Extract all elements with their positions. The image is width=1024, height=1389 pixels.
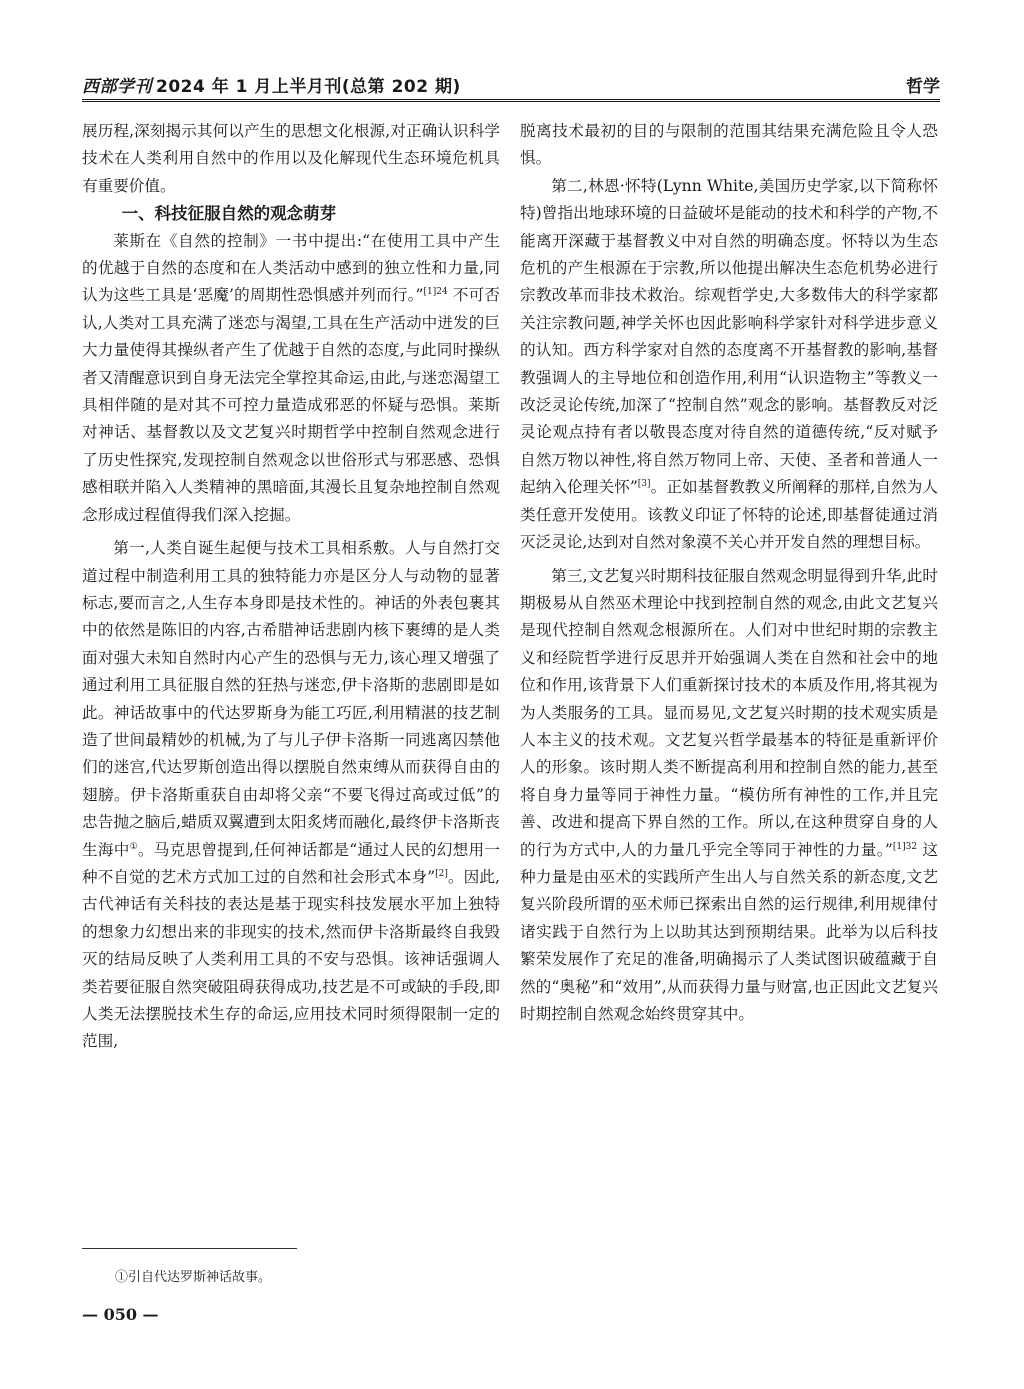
citation: [2]	[435, 868, 448, 879]
citation: [1]32	[892, 841, 918, 852]
paragraph-text: 第二,林恩·怀特(Lynn White,美国历史学家,以下简称怀特)曾指出地球环境的日益破坏是能动的技术和科学的产物,不能离开深藏于基督教义中对自然的明确态度。怀特以为生态危机的产生根源在于宗教,所以他提出解决生态危机势必进行宗教改革而非技术救治。综观哲学史,大多数伟大的科学家都关注宗教问题,神学关怀也因此影响科学家针对科学进步意义的认知。西方科学家对自然的态度离不开基督教的影响,基督教强调人的主导地位和创造作用,利用“认识造物主”等教义一改泛灵论传统,加深了“控制自然”观念的影响。基督教反对泛灵论观点持有者以敬畏态度对待自然的道德传统,“反对赋予自然万物以神性,将自然万物同上帝、天使、圣者和普通人一起纳入伦理关怀”	[520, 176, 938, 497]
paragraph-text: 。因此,古代神话有关科技的表达是基于现实科技发展水平加上独特的想象力幻想出来的非现实的技术,然而伊卡洛斯最终自我毁灭的结局反映了人类利用工具的不安与恐惧。该神话强调人类若要征服自然突破阻碍获得成功,技艺是不可或缺的手段,即人类无法摆脱技术生存的命运,应用技术同时须得限制一定的范围,	[82, 867, 500, 1051]
header-rule	[82, 99, 940, 102]
paragraph	[82, 535, 500, 1056]
paragraph-text: 。正如基督教教义所阐释的那样,自然为人类任意开发使用。该教义印证了怀特的论述,即基督徒通过消灭泛灵论,达到对自然对象漠不关心并开发自然的理想目标。	[520, 478, 938, 552]
paragraph: 脱离技术最初的目的与限制的范围其结果充满危险且令人恐惧。	[520, 122, 938, 168]
running-header	[82, 70, 940, 100]
paragraph	[520, 563, 938, 1029]
paragraph-text: 第三,文艺复兴时期科技征服自然观念明显得到升华,此时期极易从自然巫术理论中找到控制自然的观念,由此文艺复兴是现代控制自然观念根源所在。人们对中世纪时期的宗教主义和经院哲学进行反思并开始强调人类在自然和社会中的地位和作用,该背景下人们重新探讨技术的本质及作用,将其视为为人类服务的工具。显而易见,文艺复兴时期的技术观实质是人本主义的技术观。文艺复兴哲学最基本的特征是重新评价人的形象。该时期人类不断提高利用和控制自然的能力,甚至将自身力量等同于神性力量。“模仿所有神性的工作,并且完善、改进和提高下界自然的工作。所以,在这种贯穿自身的人的行为方式中,人的力量几乎完全等同于神性的力量。”	[520, 566, 938, 859]
footnote-rule	[82, 1248, 297, 1249]
section-label: 哲学	[906, 77, 940, 97]
page-number: — 050 —	[82, 1305, 159, 1324]
footnote-marker: ①	[129, 841, 138, 852]
journal-logo: 西部学刊	[82, 77, 152, 97]
paragraph	[82, 228, 500, 529]
paragraph: 展历程,深刻揭示其何以产生的思想文化根源,对正确认识科学技术在人类利用自然中的作用以及化解现代生态环境危机具有重要价值。	[82, 122, 500, 195]
paragraph-text: 不可否认,人类对工具充满了迷恋与渴望,工具在生产活动中迸发的巨大力量使得其操纵者产生了优越于自然的态度,与此同时操纵者又清醒意识到自身无法完全掌控其命运,由此,与迷恋渴望工具相伴随的是对其不可控力量造成邪恶的怀疑与恐惧。莱斯对神话、基督教以及文艺复兴时期哲学中控制自然观念进行了历史性探究,发现控制自然观念以世俗形式与邪恶感、恐惧感相联并陷入人类精神的黑暗面,其漫长且复杂地控制自然观念形成过程值得我们深入挖掘。	[82, 286, 500, 524]
issue-info: 2024 年 1 月上半月刊(总第 202 期)	[156, 77, 461, 97]
citation: [1]24	[423, 287, 448, 298]
left-column	[82, 118, 500, 1056]
footnote: ①引自代达罗斯神话故事。	[115, 1270, 272, 1285]
right-column	[520, 118, 938, 1028]
paragraph-text: 第一,人类自诞生起便与技术工具相系敷。人与自然打交道过程中制造利用工具的独特能力亦是区分人与动物的显著标志,要而言之,人生存本身即是技术性的。神话的外表包裹其中的依然是陈旧的内容,古希腊神话悲剧内核下裹缚的是人类面对强大未知自然时内心产生的恐惧与无力,该心理又增强了通过利用工具征服自然的狂热与迷恋,伊卡洛斯的悲剧即是如此。神话故事中的代达罗斯身为能工巧匠,利用精湛的技艺制造了世间最精妙的机械,为了与儿子伊卡洛斯一同逃离囚禁他们的迷宫,代达罗斯创造出得以摆脱自然束缚从而获得自由的翅膀。伊卡洛斯重获自由却将父亲“不要飞得过高或过低”的忠告抛之脑后,蜡质双翼遭到太阳炙烤而融化,最终伊卡洛斯丧生海中	[82, 539, 500, 859]
paragraph-text: 。马克思曾提到,任何神话都是“通过人民的幻想用一种不自觉的艺术方式加工过的自然和社会形式本身”	[82, 840, 500, 886]
paragraph-text: 这种力量是由巫术的实践所产生出人与自然关系的新态度,文艺复兴阶段所谓的巫术师已探索出自然的运行规律,利用规律付诸实践于自然行为上以助其达到预期结果。此举为以后科技繁荣发展作了充足的准备,明确揭示了人类试图识破蕴藏于自然的“奥秘”和“效用”,从而获得力量与财富,也正因此文艺复兴时期控制自然观念始终贯穿其中。	[520, 840, 938, 1023]
citation: [3]	[637, 479, 651, 490]
section-heading: 一、科技征服自然的观念萌芽	[121, 204, 337, 224]
paragraph-text: 莱斯在《自然的控制》一书中提出:“在使用工具中产生的优越于自然的态度和在人类活动中感到的独立性和力量,同认为这些工具是‘恶魔’的周期性恐惧感并列而行。”	[82, 231, 500, 305]
journal-title	[82, 72, 461, 97]
paragraph	[520, 173, 938, 557]
